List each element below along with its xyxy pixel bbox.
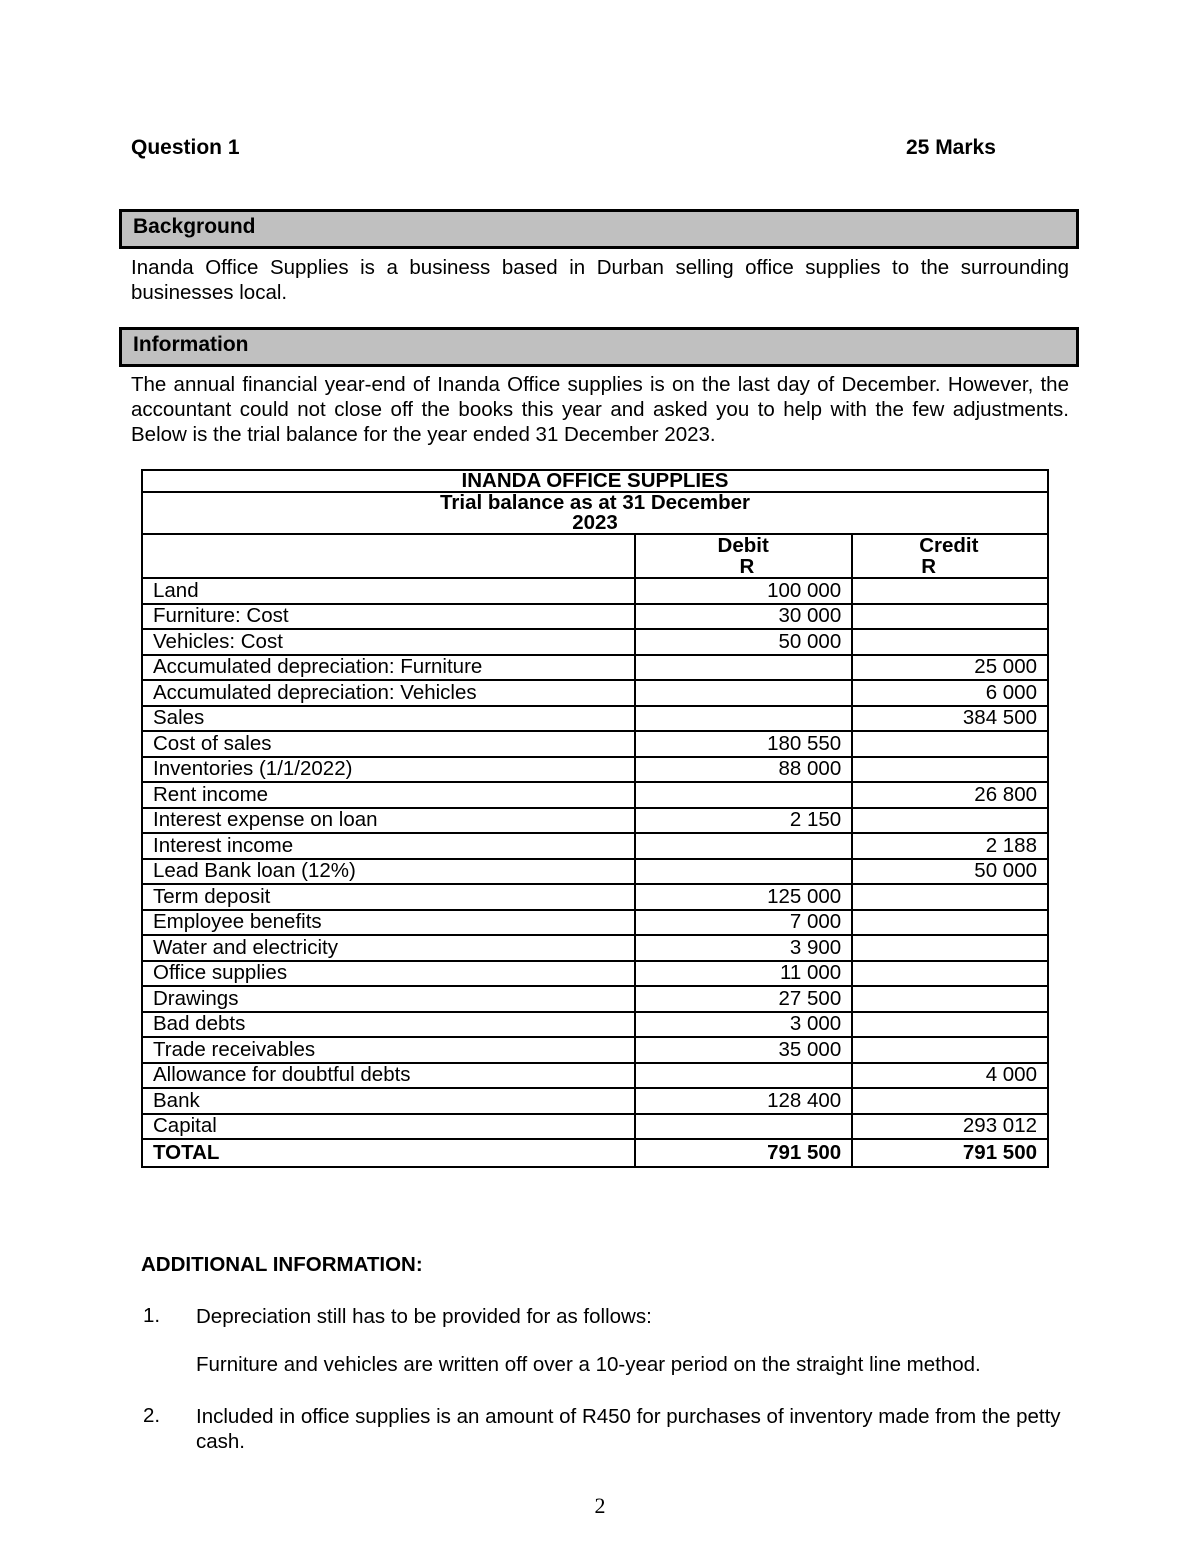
table-row — [142, 604, 1048, 630]
debit-cell — [635, 655, 853, 681]
account-cell: Furniture: Cost — [142, 604, 635, 630]
debit-cell: 30 000 — [635, 604, 853, 630]
account-cell: Lead Bank loan (12%) — [142, 859, 635, 885]
item-1-text: Depreciation still has to be provided for as follows: — [196, 1305, 652, 1328]
account-cell: Vehicles: Cost — [142, 629, 635, 655]
credit-cell: 25 000 — [852, 655, 1048, 681]
total-label: TOTAL — [142, 1139, 635, 1167]
account-cell: Capital — [142, 1114, 635, 1140]
debit-cell: 50 000 — [635, 629, 853, 655]
account-cell: Water and electricity — [142, 935, 635, 961]
table-row — [142, 731, 1048, 757]
debit-cell — [635, 680, 853, 706]
question-marks: 25 Marks — [906, 136, 996, 159]
account-cell: Bad debts — [142, 1012, 635, 1038]
table-row — [142, 1114, 1048, 1140]
credit-cell — [852, 1037, 1048, 1063]
debit-currency: R — [739, 555, 755, 578]
credit-cell: 293 012 — [852, 1114, 1048, 1140]
title-line-2: 2023 — [572, 511, 618, 534]
page-number: 2 — [594, 1493, 606, 1518]
debit-column-header — [635, 534, 853, 578]
credit-cell — [852, 884, 1048, 910]
account-cell: Interest expense on loan — [142, 808, 635, 834]
credit-label: Credit — [919, 534, 979, 557]
credit-cell: 384 500 — [852, 706, 1048, 732]
debit-label: Debit — [717, 534, 769, 557]
credit-cell — [852, 1088, 1048, 1114]
table-row — [142, 655, 1048, 681]
item-1-number: 1. — [143, 1304, 161, 1327]
credit-currency: R — [921, 555, 937, 578]
table-row — [142, 884, 1048, 910]
debit-cell: 2 150 — [635, 808, 853, 834]
item-2-text: Included in office supplies is an amount of R450 for purchases of inventory made from the petty cash. — [196, 1405, 1061, 1453]
additional-info-heading: ADDITIONAL INFORMATION: — [141, 1253, 423, 1276]
account-cell: Land — [142, 578, 635, 604]
account-cell: Drawings — [142, 986, 635, 1012]
debit-cell — [635, 833, 853, 859]
debit-cell: 3 900 — [635, 935, 853, 961]
table-row — [142, 833, 1048, 859]
trial-balance-title — [142, 492, 1048, 534]
table-row — [142, 910, 1048, 936]
table-row — [142, 1012, 1048, 1038]
credit-cell: 6 000 — [852, 680, 1048, 706]
account-cell: Inventories (1/1/2022) — [142, 757, 635, 783]
debit-cell: 88 000 — [635, 757, 853, 783]
information-text: The annual financial year-end of Inanda Office supplies is on the last day of December. However, the accountant could not close off the books this year and asked you to help with the few adjustments. Below is the trial balance for the year ended 31 December 2023. — [131, 373, 1069, 446]
credit-cell — [852, 986, 1048, 1012]
debit-cell: 125 000 — [635, 884, 853, 910]
debit-cell: 11 000 — [635, 961, 853, 987]
account-cell: Sales — [142, 706, 635, 732]
item-2-number: 2. — [143, 1404, 161, 1427]
debit-cell — [635, 1063, 853, 1089]
account-cell: Cost of sales — [142, 731, 635, 757]
table-row — [142, 757, 1048, 783]
credit-cell: 4 000 — [852, 1063, 1048, 1089]
credit-cell — [852, 1012, 1048, 1038]
background-heading: Background — [119, 209, 1079, 249]
credit-cell: 2 188 — [852, 833, 1048, 859]
credit-cell — [852, 961, 1048, 987]
credit-cell: 26 800 — [852, 782, 1048, 808]
debit-cell: 128 400 — [635, 1088, 853, 1114]
debit-cell — [635, 706, 853, 732]
account-cell: Bank — [142, 1088, 635, 1114]
account-cell: Rent income — [142, 782, 635, 808]
table-row — [142, 935, 1048, 961]
table-row — [142, 1037, 1048, 1063]
credit-cell — [852, 910, 1048, 936]
account-cell: Term deposit — [142, 884, 635, 910]
debit-cell — [635, 859, 853, 885]
table-row — [142, 629, 1048, 655]
item-1-detail: Furniture and vehicles are written off over a 10-year period on the straight line method. — [196, 1353, 981, 1376]
table-row — [142, 961, 1048, 987]
credit-cell — [852, 808, 1048, 834]
credit-cell — [852, 757, 1048, 783]
table-row — [142, 1088, 1048, 1114]
account-cell: Employee benefits — [142, 910, 635, 936]
account-cell: Office supplies — [142, 961, 635, 987]
credit-cell: 50 000 — [852, 859, 1048, 885]
debit-cell: 3 000 — [635, 1012, 853, 1038]
account-cell: Trade receivables — [142, 1037, 635, 1063]
question-title: Question 1 — [131, 136, 240, 159]
debit-cell: 35 000 — [635, 1037, 853, 1063]
account-cell: Accumulated depreciation: Furniture — [142, 655, 635, 681]
debit-cell — [635, 782, 853, 808]
table-row — [142, 1063, 1048, 1089]
total-debit: 791 500 — [635, 1139, 853, 1167]
table-row — [142, 578, 1048, 604]
debit-cell: 7 000 — [635, 910, 853, 936]
background-text: Inanda Office Supplies is a business based in Durban selling office supplies to the surrounding businesses local. — [131, 256, 1069, 304]
title-line-1: Trial balance as at 31 December — [440, 491, 750, 514]
credit-cell — [852, 629, 1048, 655]
company-name: INANDA OFFICE SUPPLIES — [142, 470, 1048, 492]
table-row — [142, 782, 1048, 808]
table-row — [142, 986, 1048, 1012]
account-cell: Allowance for doubtful debts — [142, 1063, 635, 1089]
table-row — [142, 859, 1048, 885]
trial-balance-table — [141, 469, 1049, 1168]
account-column-header — [142, 534, 635, 578]
debit-cell: 27 500 — [635, 986, 853, 1012]
credit-cell — [852, 578, 1048, 604]
table-row — [142, 680, 1048, 706]
debit-cell: 100 000 — [635, 578, 853, 604]
debit-cell: 180 550 — [635, 731, 853, 757]
credit-cell — [852, 731, 1048, 757]
account-cell: Interest income — [142, 833, 635, 859]
credit-column-header — [852, 534, 1048, 578]
total-credit: 791 500 — [852, 1139, 1048, 1167]
table-row — [142, 706, 1048, 732]
credit-cell — [852, 604, 1048, 630]
table-row — [142, 808, 1048, 834]
account-cell: Accumulated depreciation: Vehicles — [142, 680, 635, 706]
credit-cell — [852, 935, 1048, 961]
debit-cell — [635, 1114, 853, 1140]
information-heading: Information — [119, 327, 1079, 367]
